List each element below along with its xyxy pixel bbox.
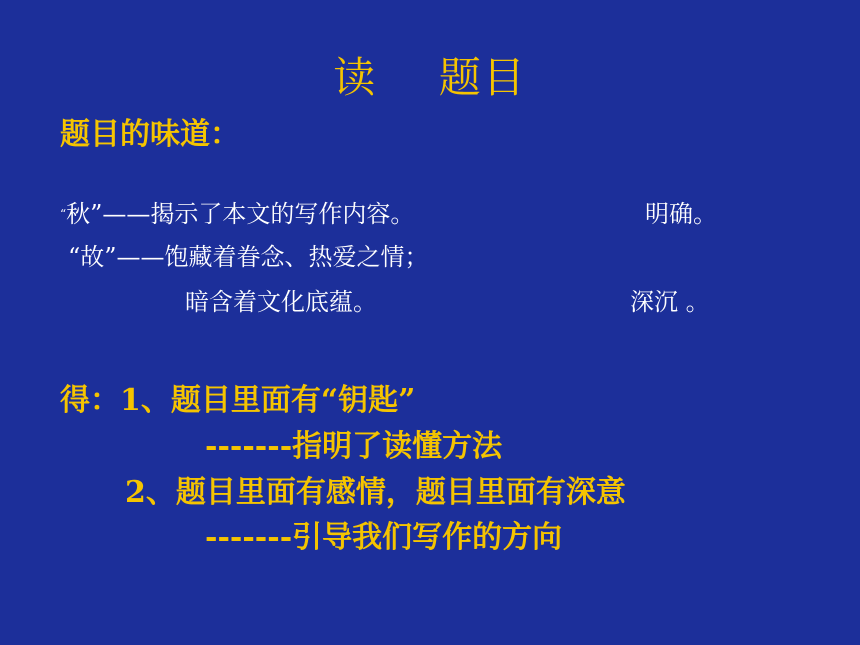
qiu-text: 秋”——揭示了本文的写作内容。 [66, 200, 415, 228]
conclusion-sub-2: -------引导我们写作的方向 [205, 520, 563, 555]
gu-line: “故”——饱藏着眷念、热爱之情； [68, 243, 429, 271]
an-line: 暗含着文化底蕴。 [185, 288, 377, 316]
qiu-line [60, 198, 414, 230]
section-heading: 题目的味道： [60, 117, 240, 152]
qiu-open-quote: “ [60, 207, 67, 221]
conclusion-line-2: 2、题目里面有感情，题目里面有深意 [125, 475, 626, 510]
conclusion-sub-1: -------指明了读懂方法 [205, 429, 503, 464]
an-tail: 深沉 。 [630, 288, 710, 316]
slide-title: 读 题目 [333, 53, 527, 102]
qiu-tail: 明确。 [645, 200, 717, 228]
conclusion-line-1: 得：1、题目里面有“钥匙” [60, 383, 416, 418]
